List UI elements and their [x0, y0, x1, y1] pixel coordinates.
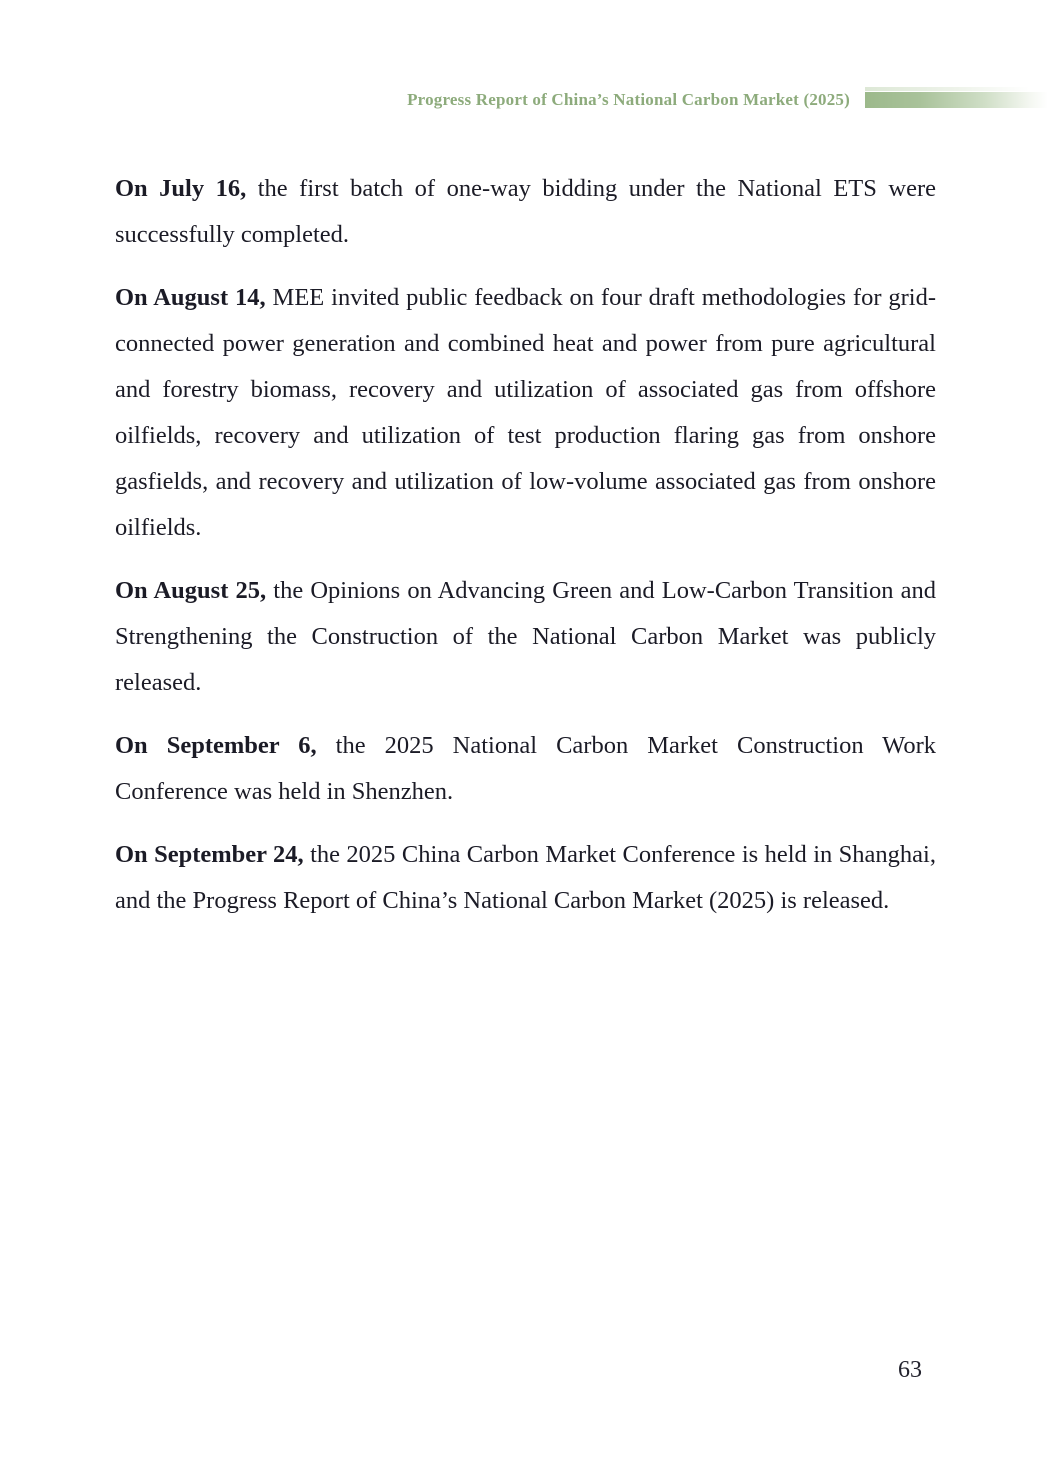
- paragraph-text: the 2025 National Carbon Market Construction Work Conference was held in Shenzhen.: [115, 732, 937, 805]
- paragraph-july-16: [115, 166, 936, 258]
- paragraph-lead-date: On September 24,: [115, 841, 304, 868]
- page-header: [0, 90, 1048, 110]
- running-header-title: Progress Report of China’s National Carbon Market (2025): [407, 90, 850, 109]
- page-number: 63: [898, 1357, 922, 1383]
- paragraph-september-6: [115, 723, 936, 815]
- paragraph-lead-date: On August 25,: [115, 577, 267, 604]
- paragraph-lead-date: On August 14,: [115, 284, 266, 311]
- paragraph-lead-date: On July 16,: [115, 175, 247, 202]
- paragraph-august-14: [115, 275, 936, 551]
- header-accent-bar: [865, 92, 1048, 108]
- body-content: [115, 166, 936, 941]
- paragraph-september-24: [115, 832, 936, 924]
- paragraph-text: the first batch of one-way bidding under the National ETS were successfully completed.: [115, 175, 936, 248]
- paragraph-text: the 2025 China Carbon Market Conference is held in Shanghai, and the Progress Report of China’s National Carbon Market (2025) is released.: [115, 841, 936, 914]
- paragraph-text: the Opinions on Advancing Green and Low-Carbon Transition and Strengthening the Construction of the National Carbon Market was publicly released.: [115, 577, 936, 696]
- paragraph-text: MEE invited public feedback on four draft methodologies for grid-connected power generation and combined heat and power from pure agricultural and forestry biomass, recovery and utilization of associated gas from offshore oilfields, recovery and utilization of test production flaring gas from onshore gasfields, and recovery and utilization of low-volume associated gas from onshore oilfields.: [115, 284, 936, 541]
- paragraph-august-25: [115, 568, 936, 706]
- paragraph-lead-date: On September 6,: [115, 732, 317, 759]
